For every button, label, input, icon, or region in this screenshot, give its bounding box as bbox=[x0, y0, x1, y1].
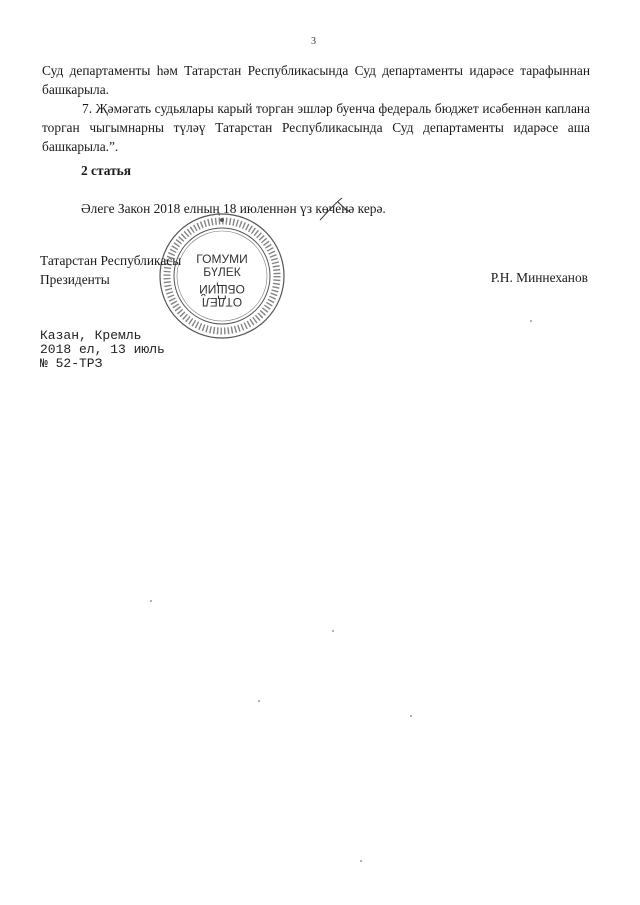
scan-speck bbox=[360, 860, 362, 862]
paragraph-continuation: Суд департаменты һәм Татарстан Республикасында Суд департаменты идарәсе тарафыннан башкарыла. bbox=[42, 63, 590, 97]
stamp-text-line4: ОТДЕЛ bbox=[201, 295, 243, 309]
place-line: Казан, Кремль bbox=[40, 328, 142, 343]
place-date-number bbox=[40, 329, 165, 371]
signatory-name: Р.Н. Миннеханов bbox=[490, 270, 588, 285]
stamp-text-line1: ГОМУМИ bbox=[196, 252, 248, 266]
article-heading: 2 статья bbox=[81, 163, 131, 178]
signatory-title-line1: Татарстан Республикасы bbox=[40, 253, 182, 268]
page-number: 3 bbox=[311, 36, 316, 47]
enactment-clause: Әлеге Закон 2018 елның 18 июленнән үз көченә керә. bbox=[81, 201, 386, 216]
signatory-title-line2: Президенты bbox=[40, 272, 110, 287]
signatory-title bbox=[40, 251, 181, 289]
scan-speck bbox=[332, 630, 334, 632]
scan-speck bbox=[410, 715, 412, 717]
scan-speck bbox=[530, 320, 532, 322]
stamp-text-line3: ОБЩИЙ bbox=[199, 282, 245, 296]
handwritten-mark bbox=[316, 194, 356, 222]
date-line: 2018 ел, 13 июль bbox=[40, 342, 165, 357]
law-number-line: № 52-ТРЗ bbox=[40, 356, 103, 371]
stamp-text-line2: БҮЛЕК bbox=[203, 265, 241, 279]
scan-speck bbox=[258, 700, 260, 702]
scan-speck bbox=[150, 600, 152, 602]
paragraph-item-7: 7. Җәмәгать судьялары карый торган эшләр буенча федераль бюджет исәбеннән каплана торган чыгымнарны түләү Татарстан Республикасында Суд департаменты идарәсе аша башкарыла.”. bbox=[42, 101, 590, 154]
